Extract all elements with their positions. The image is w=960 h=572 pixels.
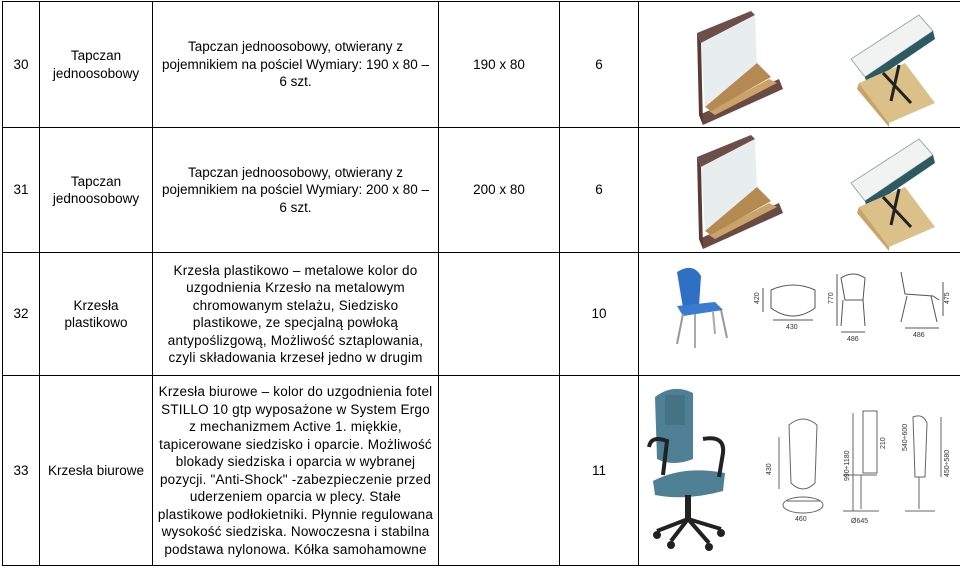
item-quantity: 6 xyxy=(560,2,639,128)
dimension-label: 486 xyxy=(913,332,925,339)
office-swivel-chair-image xyxy=(649,388,725,550)
table-row xyxy=(3,376,960,566)
dimension-label: 540÷600 xyxy=(902,423,909,450)
item-name: Tapczan jednoosobowy xyxy=(40,2,153,128)
dimension-label: 770 xyxy=(828,292,835,304)
dimension-label: Ø645 xyxy=(851,518,868,525)
item-quantity: 6 xyxy=(560,128,639,253)
bed-lift-mechanism-image xyxy=(851,15,935,127)
item-dimensions: 190 x 80 xyxy=(439,2,560,128)
item-images xyxy=(639,2,960,128)
blue-plastic-chair-image xyxy=(677,267,727,347)
bed-images xyxy=(643,3,960,127)
open-bed-with-storage-image xyxy=(697,11,783,125)
row-number: 30 xyxy=(3,2,40,128)
dimension-label: 486 xyxy=(847,336,859,343)
office-chair-images xyxy=(643,377,960,565)
dimension-label: 990÷1180 xyxy=(844,450,851,481)
dimension-label: 475 xyxy=(944,292,951,304)
office-chair-dimension-drawings xyxy=(779,411,941,513)
item-description: Krzesła plastikowo – metalowe kolor do uzgodnienia Krzesło na metalowym chromowanym stelażu, Siedzisko plastikowe, ze specjalną powłoką antypoślizgową, Możliwość sztaplowania, czyli składowania krzeseł jedno w drugim xyxy=(153,253,439,376)
item-description: Krzesła biurowe – kolor do uzgodnienia fotel STILLO 10 gtp wyposażone w System Ergo z mechanizmem Active 1. miękkie, tapicerowane siedzisko i oparcie. Możliwość blokady siedziska i oparcia w wybranej pozycji. "Anti-Shock" -zabezpieczenie przed uderzeniem oparcia w plecy. Stałe plastikowe podłokietniki. Płynnie regulowana wysokość siedziska. Nowoczesna i stabilna podstawa nylonowa. Kółka samohamowne xyxy=(153,376,439,566)
item-description: Tapczan jednoosobowy, otwierany z pojemnikiem na pościel Wymiary: 200 x 80 – 6 szt. xyxy=(153,128,439,253)
item-dimensions xyxy=(439,253,560,376)
item-dimensions xyxy=(439,376,560,566)
item-images xyxy=(639,128,960,253)
table-row xyxy=(3,2,960,128)
table-row xyxy=(3,128,960,253)
chair-dimension-drawings xyxy=(763,272,943,332)
dimension-label: 420 xyxy=(754,292,761,304)
dimension-label: 450÷580 xyxy=(944,449,951,476)
item-images xyxy=(639,253,960,376)
table-row xyxy=(3,253,960,376)
item-name: Tapczan jednoosobowy xyxy=(40,128,153,253)
bed-images xyxy=(643,129,960,252)
dimension-label: 430 xyxy=(766,463,773,475)
plastic-chair-images xyxy=(643,254,960,375)
dimension-label: 460 xyxy=(795,516,807,523)
item-dimensions: 200 x 80 xyxy=(439,128,560,253)
bed-lift-mechanism-image xyxy=(851,139,935,251)
furniture-spec-table xyxy=(2,1,960,566)
dimension-label: 210 xyxy=(880,437,887,449)
item-images xyxy=(639,376,960,566)
item-quantity: 11 xyxy=(560,376,639,566)
open-bed-with-storage-image xyxy=(697,135,783,249)
item-name: Krzesła plastikowo xyxy=(40,253,153,376)
item-description: Tapczan jednoosobowy, otwierany z pojemnikiem na pościel Wymiary: 190 x 80 – 6 szt. xyxy=(153,2,439,128)
row-number: 32 xyxy=(3,253,40,376)
row-number: 33 xyxy=(3,376,40,566)
item-name: Krzesła biurowe xyxy=(40,376,153,566)
dimension-label: 430 xyxy=(786,324,798,331)
item-quantity: 10 xyxy=(560,253,639,376)
row-number: 31 xyxy=(3,128,40,253)
